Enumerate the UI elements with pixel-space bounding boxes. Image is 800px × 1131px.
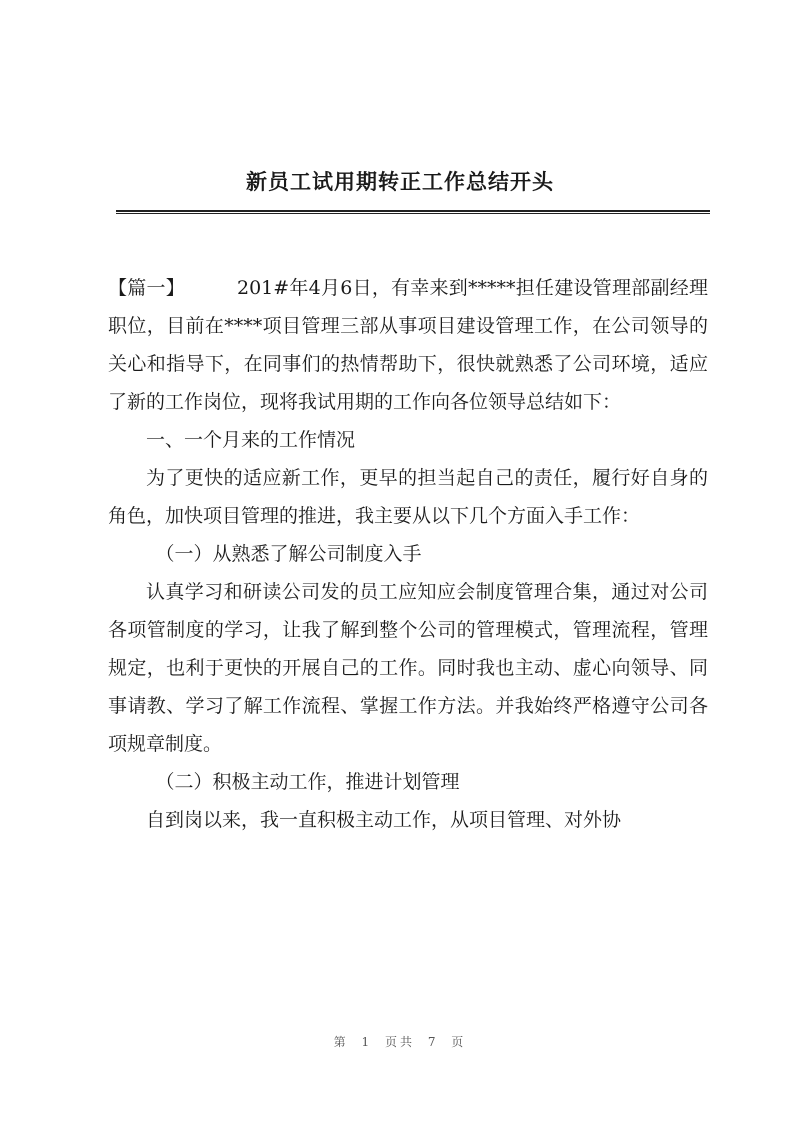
intro-paragraph xyxy=(108,269,708,421)
title-divider xyxy=(116,210,710,214)
document-body xyxy=(108,269,708,839)
intro-text: 201#年4月6日，有幸来到*****担任建设管理部副经理职位，目前在****项目管理三部从事项目建设管理工作，在公司领导的关心和指导下，在同事们的热情帮助下，很快就熟悉了公司环境，适应了新的工作岗位，现将我试用期的工作向各位领导总结如下： xyxy=(108,277,708,413)
subheading-proactive-work: （二）积极主动工作，推进计划管理 xyxy=(155,771,460,793)
paragraph-proactive-work: 自到岗以来，我一直积极主动工作，从项目管理、对外协 xyxy=(146,809,622,831)
footer-total-pages: 7 xyxy=(427,1035,439,1049)
paragraph-approach: 为了更快的适应新工作，更早的担当起自己的责任，履行好自身的角色，加快项目管理的推进，我主要从以下几个方面入手工作： xyxy=(108,467,708,527)
section-label: 【篇一】 xyxy=(108,277,185,299)
page-footer xyxy=(0,1033,800,1050)
document-title: 新员工试用期转正工作总结开头 xyxy=(246,170,554,194)
footer-middle: 页共 xyxy=(384,1035,415,1049)
paragraph-company-rules: 认真学习和研读公司发的员工应知应会制度管理合集，通过对公司各项管制度的学习，让我了解到整个公司的管理模式，管理流程，管理规定，也利于更快的开展自己的工作。同时我也主动、虚心向领导、同事请教、学习了解工作流程、掌握工作方法。并我始终严格遵守公司各项规章制度。 xyxy=(108,581,708,755)
footer-page-number: 1 xyxy=(361,1035,373,1049)
subheading-company-rules: （一）从熟悉了解公司制度入手 xyxy=(155,543,422,565)
footer-prefix: 第 xyxy=(333,1035,349,1049)
heading-work-situation: 一、一个月来的工作情况 xyxy=(146,429,356,451)
footer-suffix: 页 xyxy=(451,1035,467,1049)
